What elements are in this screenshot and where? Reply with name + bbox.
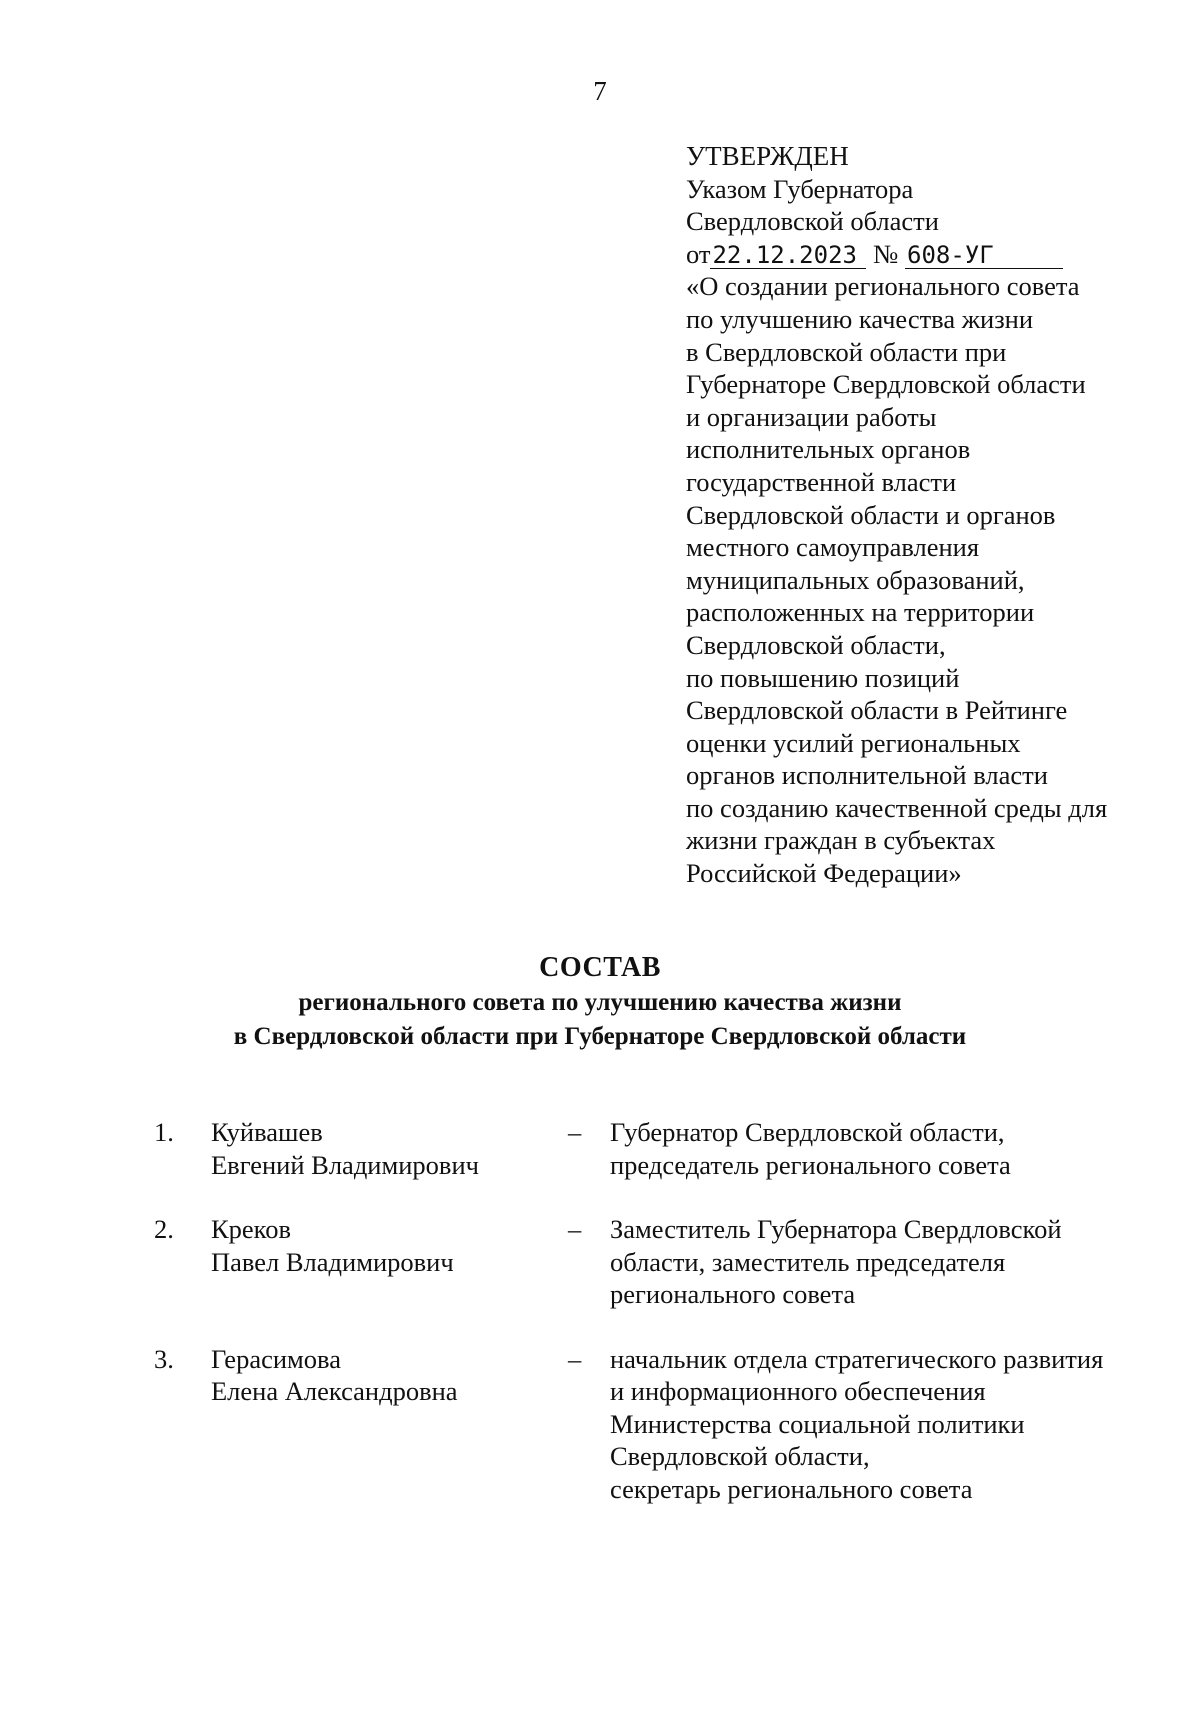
decree-title-line: по улучшению качества жизни xyxy=(686,303,1034,334)
member-role-line: области, заместитель председателя xyxy=(610,1246,1006,1277)
member-role-line: начальник отдела стратегического развития xyxy=(610,1343,1104,1374)
member-entry xyxy=(0,1213,1200,1311)
member-role xyxy=(610,1343,1180,1506)
title-line-2: в Свердловской области при Губернаторе Свердловской области xyxy=(233,1023,967,1050)
member-name-line: Креков xyxy=(211,1214,291,1244)
member-name-line: Павел Владимирович xyxy=(211,1246,454,1277)
member-entry xyxy=(0,1116,1200,1181)
decree-title-line: государственной власти xyxy=(686,466,957,497)
decree-title-line: в Свердловской области при xyxy=(686,336,1007,367)
decree-title xyxy=(686,270,1186,889)
decree-title-line: органов исполнительной власти xyxy=(686,760,1048,791)
title-line-1: регионального совета по улучшению качества жизни xyxy=(298,989,902,1016)
member-role-line: и информационного обеспечения xyxy=(610,1376,986,1406)
member-number: 1. xyxy=(154,1117,174,1147)
decree-title-line: жизни граждан в субъектах xyxy=(686,825,996,856)
document-title xyxy=(0,950,1200,1054)
decree-title-line: оценки усилий региональных xyxy=(686,727,1021,758)
decree-title-line: муниципальных образований, xyxy=(686,564,1025,595)
decree-title-line: Свердловской области и органов xyxy=(686,499,1056,530)
decree-title-line: Губернаторе Свердловской области xyxy=(686,369,1086,400)
number-prefix: № xyxy=(873,238,899,269)
member-role-line: председатель регионального совета xyxy=(610,1149,1011,1180)
member-role-line: регионального совета xyxy=(610,1279,856,1309)
member-number: 2. xyxy=(154,1214,174,1244)
member-entry xyxy=(0,1343,1200,1506)
decree-title-line: Свердловской области, xyxy=(686,629,946,660)
member-name-line: Евгений Владимирович xyxy=(211,1149,479,1180)
member-role-line: Губернатор Свердловской области, xyxy=(610,1117,1005,1147)
decree-title-line: по созданию качественной среды для xyxy=(686,792,1108,823)
title-main: СОСТАВ xyxy=(539,952,661,983)
decree-title-line: исполнительных органов xyxy=(686,434,971,465)
member-name xyxy=(211,1213,551,1278)
decree-title-line: Российской Федерации» xyxy=(686,858,962,889)
decree-date: 22.12.2023 xyxy=(710,242,866,269)
member-name-line: Елена Александровна xyxy=(211,1376,458,1406)
members-list xyxy=(0,1116,1200,1537)
decree-title-line: «О создании регионального совета xyxy=(686,271,1080,302)
approval-line-2: Свердловской области xyxy=(686,206,939,237)
member-role-line: секретарь регионального совета xyxy=(610,1473,973,1504)
member-role-line: Заместитель Губернатора Свердловской xyxy=(610,1214,1062,1244)
approval-block xyxy=(686,140,1186,890)
member-dash: – xyxy=(568,1117,582,1147)
member-dash: – xyxy=(568,1343,582,1374)
date-prefix: от xyxy=(686,238,711,269)
member-number: 3. xyxy=(154,1343,174,1374)
approval-heading: УТВЕРЖДЕН xyxy=(686,141,849,171)
decree-title-line: расположенных на территории xyxy=(686,597,1035,628)
page-number: 7 xyxy=(593,76,607,106)
member-name-line: Герасимова xyxy=(211,1343,341,1374)
approval-line-1: Указом Губернатора xyxy=(686,173,914,204)
approval-date-number-line xyxy=(686,238,1186,271)
decree-title-line: Свердловской области в Рейтинге xyxy=(686,695,1068,726)
member-name-line: Куйвашев xyxy=(211,1117,323,1147)
decree-title-line: местного самоуправления xyxy=(686,532,980,563)
member-name xyxy=(211,1116,551,1181)
decree-title-line: и организации работы xyxy=(686,401,937,432)
member-role-line: Министерства социальной политики xyxy=(610,1408,1025,1439)
decree-number: 608-УГ xyxy=(905,242,1063,269)
member-dash: – xyxy=(568,1214,582,1244)
decree-title-line: по повышению позиций xyxy=(686,662,960,693)
member-role xyxy=(610,1116,1180,1181)
member-name xyxy=(211,1343,551,1408)
member-role-line: Свердловской области, xyxy=(610,1441,870,1471)
member-role xyxy=(610,1213,1180,1311)
